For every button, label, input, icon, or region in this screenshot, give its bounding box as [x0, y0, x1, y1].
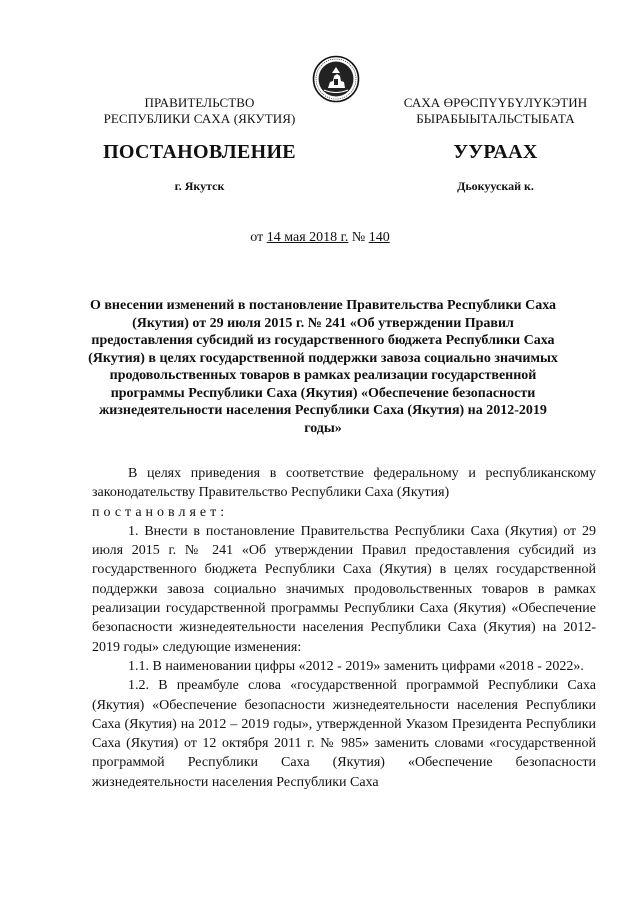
paragraph-1-2: 1.2. В преамбуле слова «государственной программой Республики Саха (Якутия) «Обеспечение безопасности жизнедеятельности населения Республики Саха (Якутия) на 2012 – 2019 годы», утвержденной Указом Президента Республики Саха (Якутия) от 12 октября 2011 г. № 985» заменить словами «государственной программой Республики Саха (Якутия) «Обеспечение безопасности жизнедеятельности населения Республики Саха [92, 678, 596, 790]
coat-of-arms-icon [312, 55, 360, 103]
left-city: г. Якутск [174, 179, 225, 193]
right-document-type: УУРААХ [453, 141, 538, 163]
document-number: 140 [368, 230, 390, 245]
left-document-type: ПОСТАНОВЛЕНИЕ [103, 141, 296, 163]
document-body [92, 464, 596, 792]
preamble-paragraph: В целях приведения в соответствие федеральному и республиканскому законодательству Правительство Республики Саха (Якутия) [92, 466, 596, 501]
decree-word-text: постановляет: [92, 504, 229, 520]
document-dateline [0, 230, 640, 246]
paragraph-1: 1. Внести в постановление Правительства Республики Саха (Якутия) от 29 июля 2015 г. № 241 «Об утверждении Правил предоставления субсидий из государственного бюджета Республики Саха (Якутия) в целях государственной поддержки завоза социально значимых продовольственных товаров в рамках реализации государственной программы Республики Саха (Якутия) «Обеспечение безопасности жизнедеятельности населения Республики Саха (Якутия) на 2012-2019 годы» следующие изменения: [92, 523, 596, 655]
paragraph-1-1: 1.1. В наименовании цифры «2012 - 2019» заменить цифрами «2018 - 2022». [128, 658, 584, 674]
decree-word [92, 503, 596, 522]
right-city: Дьокуускай к. [457, 179, 534, 193]
document-title: О внесении изменений в постановление Правительства Республики Саха (Якутия) от 29 июля 2015 г. № 241 «Об утверждении Правил предоставления субсидий из государственного бюджета Республики Саха (Якутия) в целях государственной поддержки завоза социально значимых продовольственных товаров в рамках реализации государственной программы Республики Саха (Якутия) «Обеспечение безопасности жизнедеятельности населения Республики Саха (Якутия) на 2012-2019 годы» [88, 298, 558, 436]
date-prefix: от [250, 230, 264, 245]
left-organization-name: ПРАВИТЕЛЬСТВО РЕСПУБЛИКИ САХА (ЯКУТИЯ) [103, 95, 296, 126]
document-date: 14 мая 2018 г. [266, 230, 349, 245]
number-sign: № [351, 230, 366, 245]
right-organization-name: САХА ӨРӨСПҮҮБҮЛҮКЭТИН БЫРАБЫЫТАЛЬСТЫБАТА [403, 95, 588, 126]
